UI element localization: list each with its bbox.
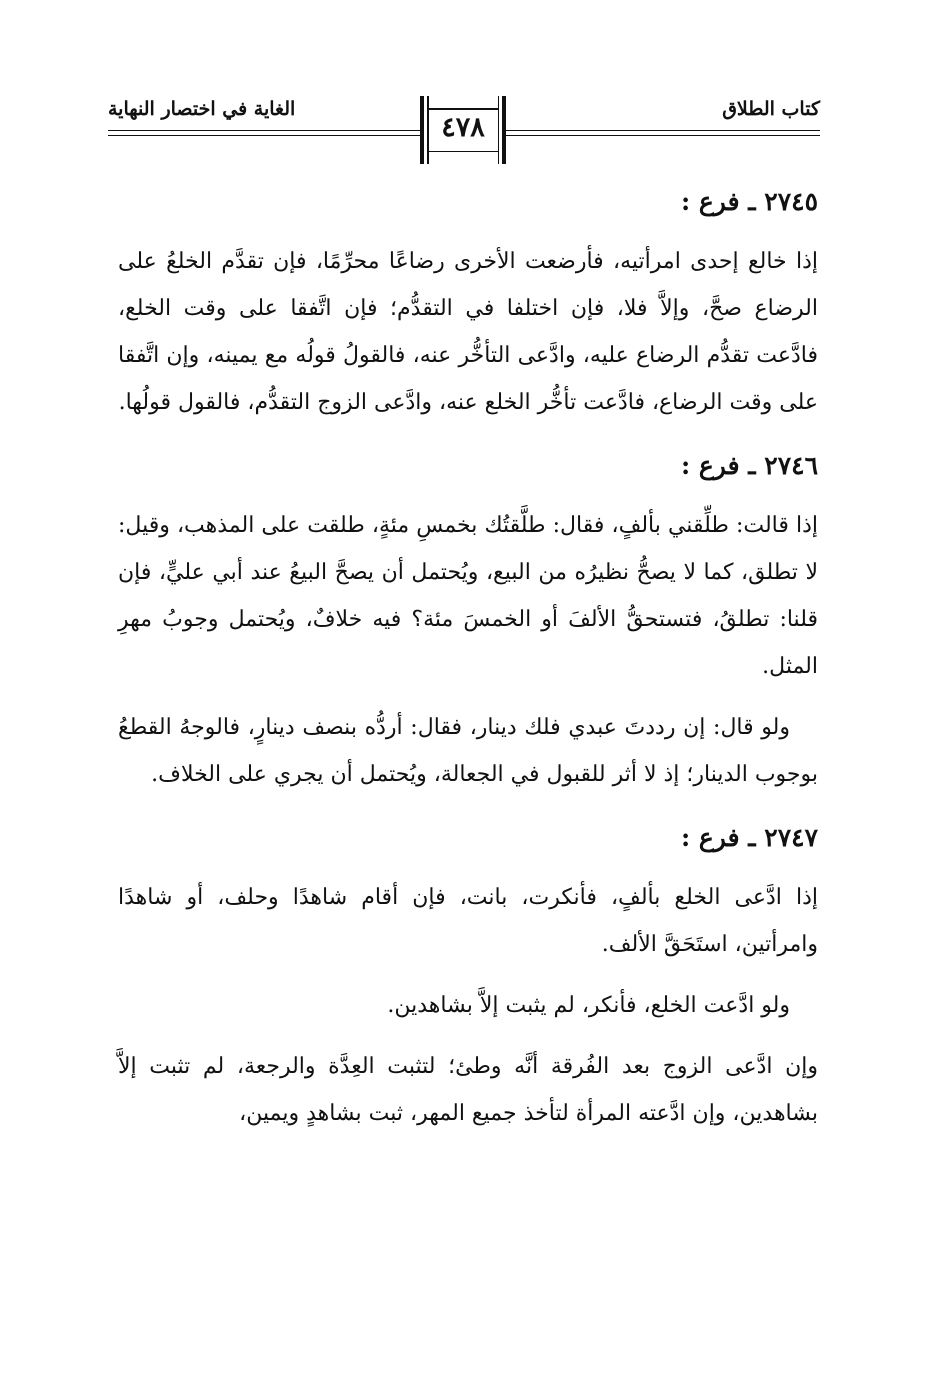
page-number-frame <box>420 96 506 164</box>
book-title: كتاب الطلاق <box>722 98 820 120</box>
section-heading: ٢٧٤٥ ـ فرع : <box>680 187 818 216</box>
work-title: الغاية في اختصار النهاية <box>108 98 296 120</box>
page-number: ٤٧٨ <box>441 112 485 143</box>
section-heading: ٢٧٤٧ ـ فرع : <box>680 823 818 852</box>
paragraph: ولو ادَّعت الخلع، فأنكر، لم يثبت إلاَّ بشاهدين. <box>387 993 790 1018</box>
paragraph: إذا قالت: طلِّقني بألفٍ، فقال: طلَّقتُك بخمسِ مئةٍ، طلقت على المذهب، وقيل: لا تطلق، كما لا يصحُّ نظيرُه من البيع، ويُحتمل أن يصحَّ البيعُ عند أبي عليٍّ، فإن قلنا: تطلقُ، فتستحقُّ الألفَ أو الخمسَ مئة؟ فيه خلافٌ، ويُحتمل وجوبُ مهرِ المثل. <box>118 513 818 679</box>
paragraph: وإن ادَّعى الزوج بعد الفُرقة أنَّه وطئ؛ لتثبت العِدَّة والرجعة، لم تثبت إلاَّ بشاهدين، وإن ادَّعته المرأة لتأخذ جميع المهر، ثبت بشاهدٍ ويمين، <box>118 1054 818 1126</box>
paragraph: إذا خالع إحدى امرأتيه، فأرضعت الأخرى رضاعًا محرِّمًا، فإن تقدَّم الخلعُ على الرضاع صحَّ، وإلاَّ فلا، فإن اختلفا في التقدُّم؛ فإن اتَّفقا على وقت الخلع، فادَّعت تقدُّم الرضاع عليه، وادَّعى التأخُّر عنه، فالقولُ قولُه مع يمينه، وإن اتَّفقا على وقت الرضاع، فادَّعت تأخُّر الخلع عنه، وادَّعى الزوج التقدُّم، فالقول قولُها. <box>118 249 818 415</box>
paragraph: إذا ادَّعى الخلع بألفٍ، فأنكرت، بانت، فإن أقام شاهدًا وحلف، أو شاهدًا وامرأتين، استَحَقَّ الألف. <box>118 885 818 957</box>
section-heading: ٢٧٤٦ ـ فرع : <box>680 451 818 480</box>
page-body <box>118 176 818 1151</box>
page-header <box>108 96 820 146</box>
paragraph: ولو قال: إن رددتَ عبدي فلك دينار، فقال: أردُّه بنصف دينارٍ، فالوجهُ القطعُ بوجوب الدينار؛ إذ لا أثر للقبول في الجعالة، ويُحتمل أن يجري على الخلاف. <box>118 715 818 787</box>
